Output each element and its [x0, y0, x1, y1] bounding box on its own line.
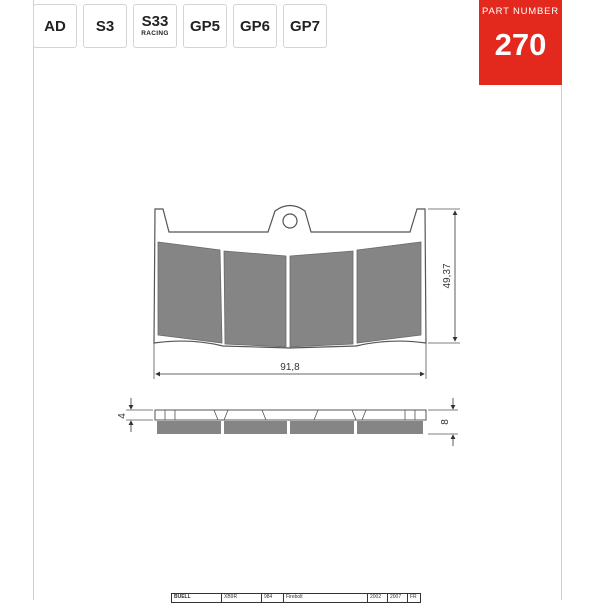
spec-version: Firebolt: [284, 594, 368, 602]
spec-cc: 984: [262, 594, 284, 602]
side-view-backing-plate: [155, 410, 426, 420]
width-dimension-label: 91,8: [280, 362, 300, 373]
part-number-value: 270: [494, 27, 547, 62]
compound-s33-racing-button[interactable]: S33 RACING: [133, 4, 177, 48]
spec-year-from: 2002: [368, 594, 388, 602]
spec-model: XB9R: [222, 594, 262, 602]
backing-dimension-label: 4: [117, 413, 128, 419]
part-number-label: PART NUMBER: [482, 6, 559, 17]
compound-ad-button[interactable]: AD: [33, 4, 77, 48]
compound-gp7-button[interactable]: GP7: [283, 4, 327, 48]
spec-year-to: 2007: [388, 594, 408, 602]
side-view-friction-3: [290, 421, 354, 434]
mounting-hole: [283, 214, 297, 228]
side-view-friction-4: [357, 421, 423, 434]
compound-gp6-button[interactable]: GP6: [233, 4, 277, 48]
application-table-row: [171, 593, 421, 603]
friction-block-3: [290, 251, 353, 347]
friction-block-4: [357, 242, 421, 343]
friction-block-2: [224, 251, 286, 347]
total-dimension-label: 8: [440, 419, 451, 425]
compound-gp5-button[interactable]: GP5: [183, 4, 227, 48]
friction-block-1: [158, 242, 222, 343]
compound-s3-button[interactable]: S3: [83, 4, 127, 48]
height-dimension-label: 49,37: [442, 263, 453, 289]
side-view-friction-1: [157, 421, 221, 434]
spec-make: BUELL: [172, 594, 222, 602]
side-view-friction-2: [224, 421, 287, 434]
spec-position: FR: [410, 594, 417, 600]
